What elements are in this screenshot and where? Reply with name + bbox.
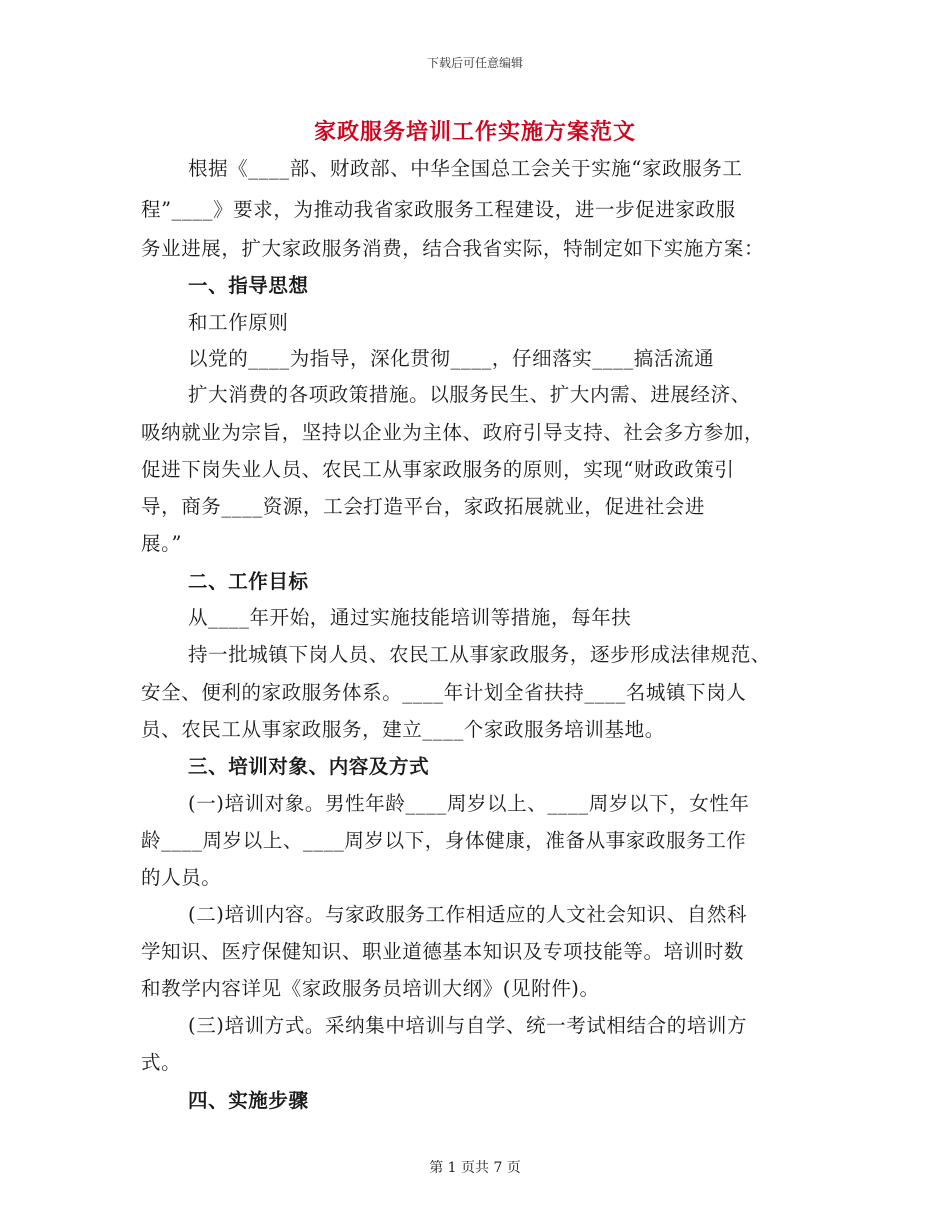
body-line: 和教学内容详见《家政服务员培训大纲》(见附件)。 [141,977,600,1000]
body-line: 以党的____为指导，深化贯彻____，仔细落实____搞活流通 [188,347,715,370]
section-heading: 三、培训对象、内容及方式 [188,755,430,778]
body-line: 根据《____部、财政部、中华全国总工会关于实施“家政服务工 [188,157,743,180]
body-line: 程”____》要求，为推动我省家政服务工程建设，进一步促进家政服 [141,198,736,221]
body-line: 学知识、医疗保健知识、职业道德基本知识及专项技能等。培训时数 [141,940,745,963]
page-number: 第 1 页共 7 页 [429,1160,521,1176]
section-heading: 二、工作目标 [188,570,309,593]
body-line: 持一批城镇下岗人员、农民工从事家政服务，逐步形成法律规范、 [188,643,771,666]
body-line: (三)培训方式。采纳集中培训与自学、统一考试相结合的培训方 [188,1014,748,1037]
body-line: 和工作原则 [188,311,289,334]
section-heading: 四、实施步骤 [188,1089,309,1112]
body-line: 安全、便利的家政服务体系。____年计划全省扶持____名城镇下岗人 [141,681,747,704]
body-line: 务业进展，扩大家政服务消费，结合我省实际，特制定如下实施方案： [141,237,765,260]
body-line: 的人员。 [141,866,222,889]
document-title: 家政服务培训工作实施方案范文 [313,119,636,145]
body-line: 导，商务____资源，工会打造平台，家政拓展就业，促进社会进 [141,495,706,518]
body-line: 从____年开始，通过实施技能培训等措施，每年扶 [188,606,632,629]
body-line: (一)培训对象。男性年龄____周岁以上、____周岁以下，女性年 [188,792,750,815]
body-line: 员、农民工从事家政服务，建立____个家政服务培训基地。 [141,718,665,741]
body-line: 促进下岗失业人员、农民工从事家政服务的原则，实现“财政政策引 [141,458,735,481]
header-note: 下载后可任意编辑 [426,56,523,70]
body-line: 扩大消费的各项政策措施。以服务民生、扩大内需、进展经济、 [188,383,751,406]
body-line: (二)培训内容。与家政服务工作相适应的人文社会知识、自然科 [188,903,748,926]
section-heading: 一、指导思想 [188,274,309,297]
body-line: 龄____周岁以上、____周岁以下，身体健康，准备从事家政服务工作 [141,829,747,852]
body-line: 式。 [141,1051,182,1074]
body-line: 吸纳就业为宗旨，坚持以企业为主体、政府引导支持、社会多方参加， [141,421,765,444]
body-line: 展。” [141,532,183,555]
